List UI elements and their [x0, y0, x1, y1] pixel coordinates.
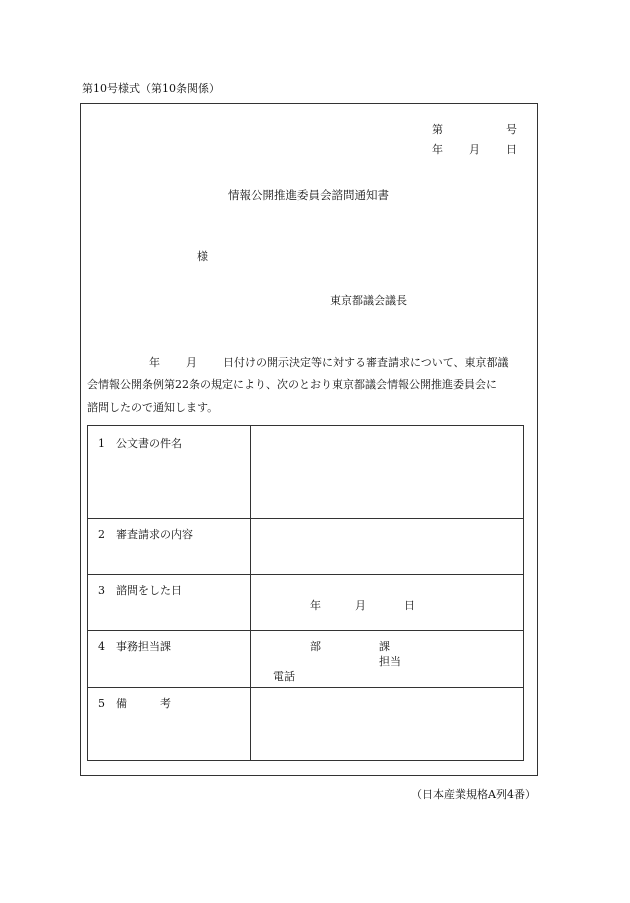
- row-label-consultation-date: 3 諮問をした日: [98, 584, 182, 597]
- row-label-request-content: 2 審査請求の内容: [98, 528, 193, 541]
- department-tanto: 担当: [379, 655, 401, 668]
- addressee-suffix: 様: [197, 250, 208, 263]
- row-label-document-name: 1 公文書の件名: [98, 437, 182, 450]
- table-row-divider: [88, 518, 523, 519]
- sender-name: 東京都議会議長: [330, 294, 407, 307]
- document-title: 情報公開推進委員会諮問通知書: [228, 188, 389, 202]
- body-line-2: 会情報公開条例第22条の規定により、次のとおり東京都議会情報公開推進委員会に: [87, 378, 497, 391]
- department-ka: 課: [379, 640, 390, 653]
- number-prefix: 第: [432, 123, 443, 136]
- date-year: 年: [432, 143, 443, 156]
- table-row-divider: [88, 574, 523, 575]
- body-year: 年: [149, 356, 160, 369]
- date-month: 月: [469, 143, 480, 156]
- table-column-divider: [250, 426, 251, 760]
- paper-size-note: （日本産業規格A列4番）: [411, 788, 536, 801]
- consult-date-year: 年: [310, 599, 321, 612]
- consult-date-day: 日: [404, 599, 415, 612]
- date-day: 日: [506, 143, 517, 156]
- table-row-divider: [88, 687, 523, 688]
- form-number-label: 第10号様式（第10条関係）: [82, 82, 220, 95]
- department-bu: 部: [310, 640, 321, 653]
- department-phone: 電話: [273, 670, 295, 683]
- number-suffix: 号: [506, 123, 517, 136]
- table-row-divider: [88, 630, 523, 631]
- body-line-3: 諮問したので通知します。: [87, 401, 219, 414]
- details-table: [87, 425, 524, 761]
- consult-date-month: 月: [355, 599, 366, 612]
- body-month: 月: [186, 356, 197, 369]
- row-label-remarks: 5 備 考: [98, 697, 171, 710]
- row-label-department: 4 事務担当課: [98, 640, 171, 653]
- body-line-1-text: 日付けの開示決定等に対する審査請求について、東京都議: [223, 356, 509, 369]
